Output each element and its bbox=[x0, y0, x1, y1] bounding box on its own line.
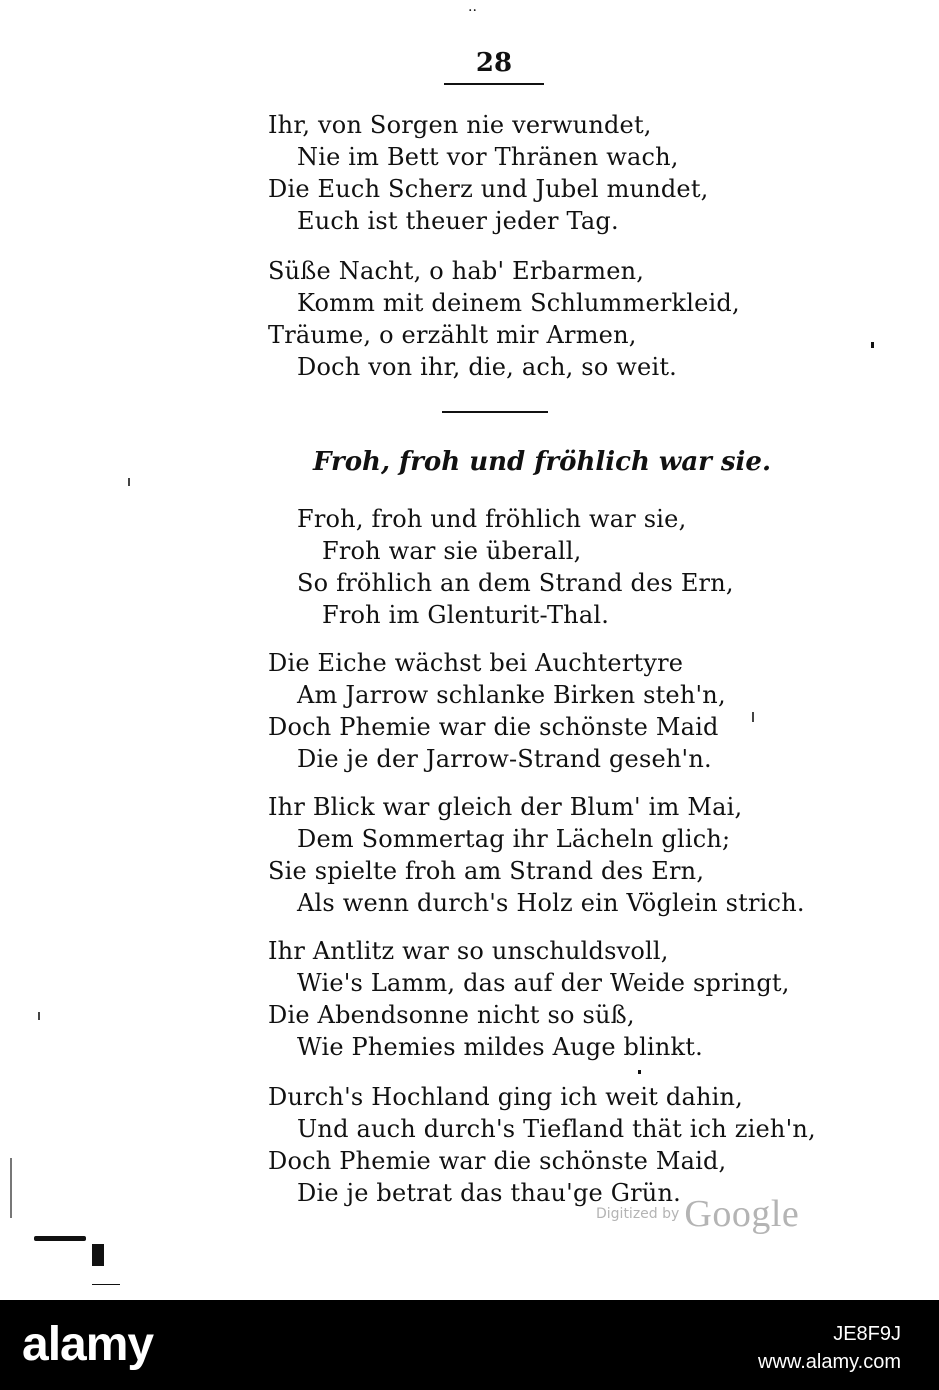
verse-line: Wie's Lamm, das auf der Weide springt, bbox=[297, 969, 790, 997]
site-url[interactable]: www.alamy.com bbox=[758, 1351, 901, 1373]
verse-line: Süße Nacht, o hab' Erbarmen, bbox=[268, 257, 645, 285]
google-watermark bbox=[596, 1192, 799, 1236]
verse-line: Die Abendsonne nicht so süß, bbox=[268, 1001, 635, 1029]
page-number: 28 bbox=[475, 48, 513, 78]
scan-artifact bbox=[638, 1070, 641, 1074]
verse-line: Durch's Hochland ging ich weit dahin, bbox=[268, 1083, 744, 1111]
scan-artifact bbox=[752, 712, 754, 722]
verse-line: Doch Phemie war die schönste Maid bbox=[268, 713, 719, 741]
image-id: JE8F9J bbox=[833, 1323, 901, 1345]
verse-line: Ihr Blick war gleich der Blum' im Mai, bbox=[268, 793, 743, 821]
verse-line: Die je betrat das thau'ge Grün. bbox=[297, 1179, 681, 1207]
verse-line: Die je der Jarrow-Strand geseh'n. bbox=[297, 745, 712, 773]
verse-line: Träume, o erzählt mir Armen, bbox=[268, 321, 637, 349]
watermark-brand: Google bbox=[684, 1193, 800, 1235]
page-number-rule bbox=[444, 83, 544, 85]
verse-line: Euch ist theuer jeder Tag. bbox=[297, 207, 619, 235]
verse-line: So fröhlich an dem Strand des Ern, bbox=[297, 569, 734, 597]
verse-line: Doch von ihr, die, ach, so weit. bbox=[297, 353, 677, 381]
scan-artifact bbox=[38, 1012, 40, 1020]
verse-line: Dem Sommertag ihr Lächeln glich; bbox=[297, 825, 731, 853]
verse-line: Ihr, von Sorgen nie verwundet, bbox=[268, 111, 652, 139]
verse-line: Sie spielte froh am Strand des Ern, bbox=[268, 857, 705, 885]
verse-line: Als wenn durch's Holz ein Vöglein strich. bbox=[297, 889, 805, 917]
scan-specks: .. bbox=[468, 0, 477, 15]
verse-line: Froh war sie überall, bbox=[322, 537, 582, 565]
verse-line: Nie im Bett vor Thränen wach, bbox=[297, 143, 679, 171]
verse-line: Wie Phemies mildes Auge blinkt. bbox=[297, 1033, 703, 1061]
scan-artifact bbox=[10, 1158, 12, 1218]
verse-line: Und auch durch's Tiefland thät ich zieh'n, bbox=[297, 1115, 816, 1143]
verse-line: Die Euch Scherz und Jubel mundet, bbox=[268, 175, 709, 203]
verse-line: Die Eiche wächst bei Auchtertyre bbox=[268, 649, 684, 677]
verse-line: Doch Phemie war die schönste Maid, bbox=[268, 1147, 727, 1175]
verse-line: Komm mit deinem Schlummerkleid, bbox=[297, 289, 740, 317]
alamy-logo: alamy bbox=[22, 1318, 154, 1371]
scan-artifact bbox=[92, 1284, 120, 1285]
watermark-prefix: Digitized by bbox=[596, 1206, 680, 1222]
poem-title: Froh, froh und fröhlich war sie. bbox=[313, 447, 772, 477]
verse-line: Am Jarrow schlanke Birken steh'n, bbox=[297, 681, 726, 709]
verse-line: Froh im Glenturit-Thal. bbox=[322, 601, 610, 629]
verse-line: Froh, froh und fröhlich war sie, bbox=[297, 505, 687, 533]
scan-artifact bbox=[871, 342, 874, 348]
section-divider bbox=[442, 411, 548, 413]
verse-line: Ihr Antlitz war so unschuldsvoll, bbox=[268, 937, 669, 965]
scan-artifact bbox=[128, 478, 130, 486]
scan-artifact bbox=[92, 1244, 104, 1266]
scan-artifact bbox=[34, 1236, 86, 1241]
